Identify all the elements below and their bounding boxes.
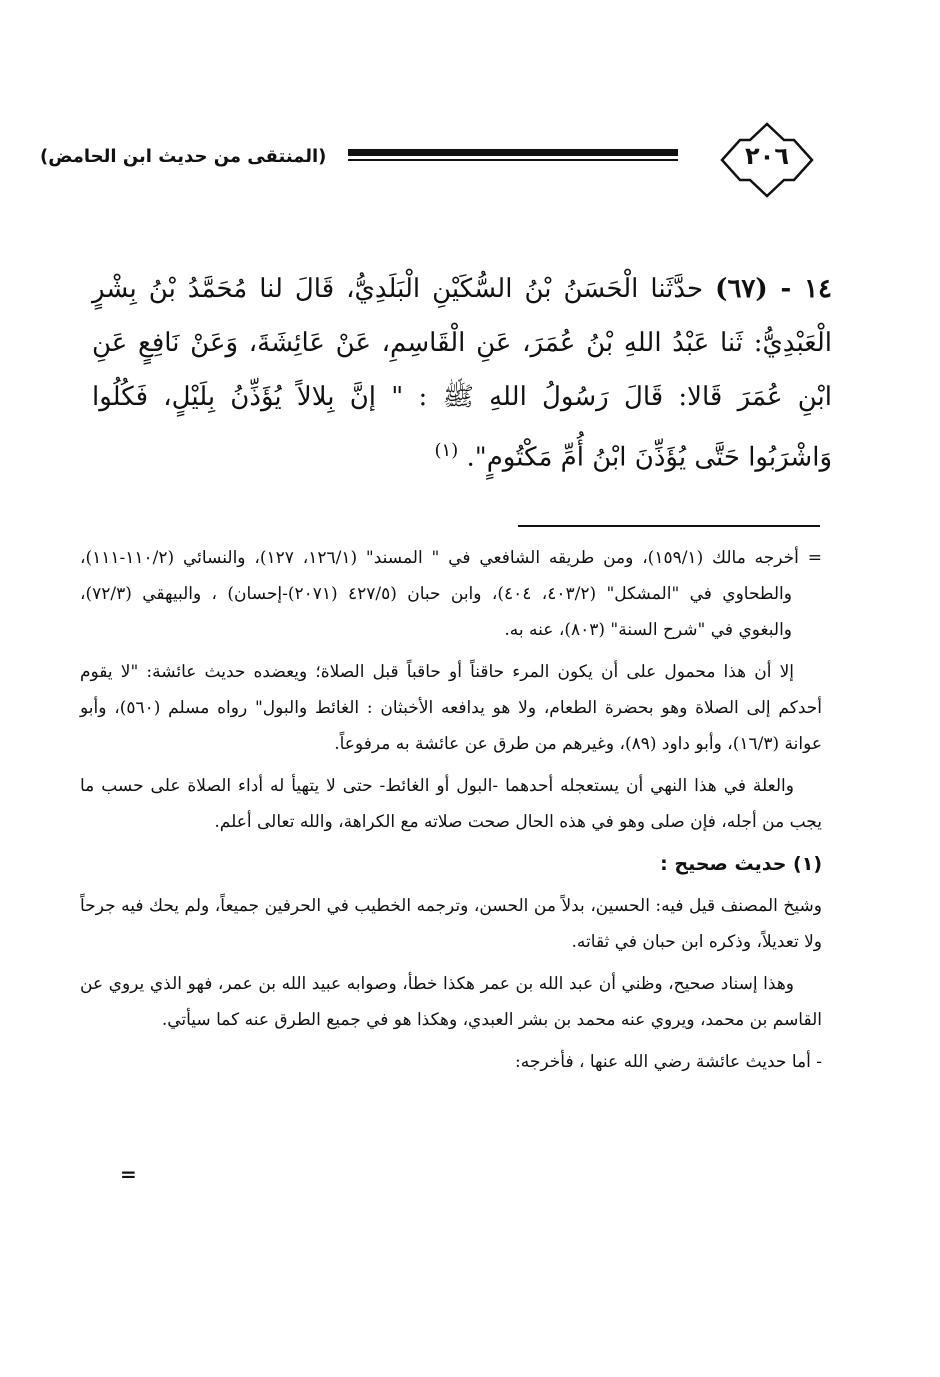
page-number: ٢٠٦ (745, 142, 789, 170)
hadith-number: ١٤ - (٦٧) (715, 274, 833, 304)
footnote-marker: (١) (434, 440, 459, 461)
footnote-paragraph: إلا أن هذا محمول على أن يكون المرء حاقناً أو حاقباً قبل الصلاة؛ ويعضده حديث عائشة: "لا يقوم أحدكم إلى الصلاة وهو بحضرة الطعام، ولا هو يدافعه الأخبثان : الغائط والبول" رواه مسلم (٥٦٠)، وأبو عوانة (١٦/٣)، وأبو داود (٨٩)، وغيرهم من طرق عن عائشة به مرفوعاً. (80, 662, 822, 754)
footnote-separator (518, 525, 820, 527)
running-title: (المنتقى من حديث ابن الحامض) (40, 146, 327, 167)
header-rule (348, 149, 678, 163)
footnote-paragraph: وهذا إسناد صحيح، وظني أن عبد الله بن عمر هكذا خطأ، وصوابه عبيد الله بن عمر، فهو الذي يروي عن القاسم بن محمد، ويروي عنه محمد بن بشر العبدي، وهكذا هو في جميع الطرق عنه كما سيأتي. (80, 974, 822, 1030)
footnote-paragraph: - أما حديث عائشة رضي الله عنها ، فأخرجه: (515, 1052, 822, 1072)
page-number-badge (712, 120, 822, 200)
footnote-paragraph: والعلة في هذا النهي أن يستعجله أحدهما -البول أو الغائط- حتى لا يتهيأ له أداء الصلاة على حسب ما يجب من أجله، فإن صلى وهو في هذه الحال صحت صلاته مع الكراهة، والله تعالى أعلم. (80, 776, 822, 832)
hadith-text-block (92, 262, 832, 485)
hadith-text: حدَّثَنا الْحَسَنُ بْنُ السُّكَيْنِ الْبَلَدِيُّ، قَالَ لنا مُحَمَّدُ بْنُ بِشْرٍ الْعَبْدِيُّ: ثَنا عَبْدُ اللهِ بْنُ عُمَرَ، عَنِ الْقَاسِمِ، عَنْ عَائِشَةَ، وَعَنْ نَافِعٍ عَنِ ابْنِ عُمَرَ قَالا: قَالَ رَسُولُ اللهِ ﷺ : " إنَّ بِلالاً يُؤَذِّنُ بِلَيْلٍ، فَكُلُوا وَاشْرَبُوا حَتَّى يُؤَذِّنَ ابْنُ أُمِّ مَكْتُومٍ". (92, 274, 832, 473)
continuation-mark: = (120, 1162, 137, 1186)
footnotes (80, 540, 822, 1086)
footnote-takhrij: = أخرجه مالك (١٥٩/١)، ومن طريقه الشافعي في " المسند" (١٢٦/١، ١٢٧)، والنسائي (١١٠/٢-١١١)، والطحاوي في "المشكل" (٤٠٣/٢، ٤٠٤)، وابن حبان (٤٢٧/٥ (٢٠٧١)-إحسان) ، والبيهقي (٧٢/٣)، والبغوي في "شرح السنة" (٨٠٣)، عنه به. (80, 548, 822, 640)
footnote-paragraph: وشيخ المصنف قيل فيه: الحسين، بدلاً من الحسن، وترجمه الخطيب في الحرفين جميعاً، ولم يحك فيه جرحاً ولا تعديلاً، وذكره ابن حبان في ثقاته. (80, 896, 822, 952)
footnote-heading: (١) حديث صحيح : (660, 853, 822, 875)
